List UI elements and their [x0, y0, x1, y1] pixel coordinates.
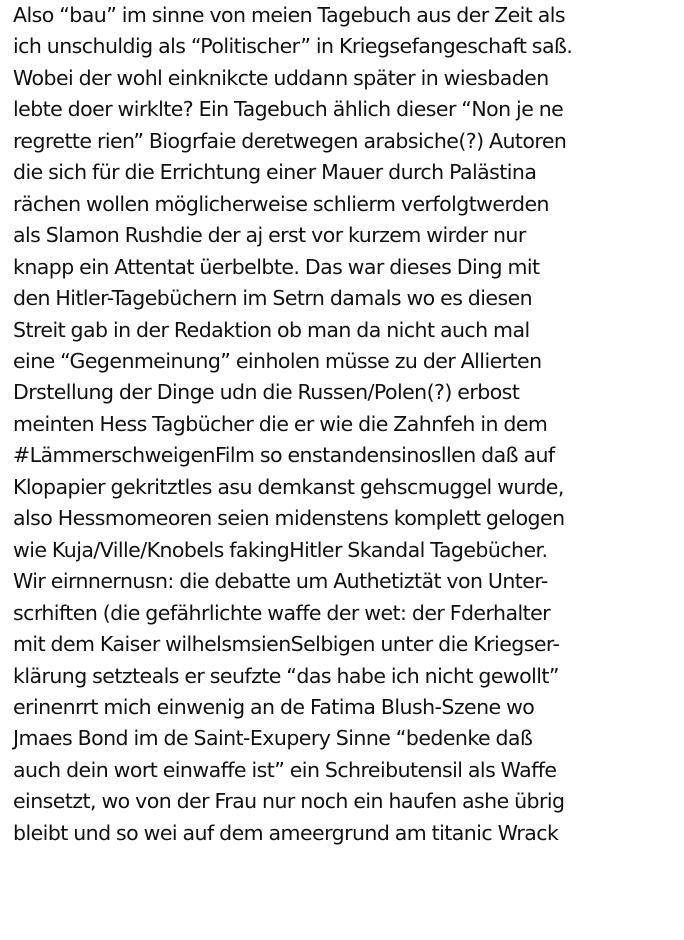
text-line: ich unschuldig als “Politischer” in Kriegsefangeschaft saß. [13, 34, 573, 59]
text-line: scrhiften (die gefährlichte waffe der wet: der Fderhalter [13, 600, 551, 625]
text-line: die sich für die Errichtung einer Mauer durch Palästina [13, 160, 537, 185]
text-line: wie Kuja/Ville/Knobels fakingHitler Skandal Tagebücher. [13, 537, 548, 562]
text-line: den Hitler-Tagebüchern im Setrn damals wo es diesen [13, 286, 533, 311]
text-line: einsetzt, wo von der Frau nur noch ein haufen ashe übrig [13, 789, 565, 814]
text-line: bleibt und so wei auf dem ameergrund am titanic Wrack [13, 820, 559, 845]
text-line: Drstellung der Dinge udn die Russen/Polen(?) erbost [13, 380, 520, 405]
text-line: Wobei der wohl einknikcte uddann später in wiesbaden [13, 65, 549, 90]
text-line: eine “Gegenmeinung” einholen müsse zu der Allierten [13, 348, 542, 373]
text-line: als Slamon Rushdie der aj erst vor kurzem wirder nur [13, 223, 526, 248]
text-line: #LämmerschweigenFilm so enstandensinosllen daß auf [13, 443, 555, 468]
text-line: knapp ein Attentat üerbelbte. Das war dieses Ding mit [13, 254, 540, 279]
text-line: auch dein wort einwaffe ist” ein Schreibutensil als Waffe [13, 757, 557, 782]
text-line: Wir eirnnernusn: die debatte um Authetiztät von Unter- [13, 569, 548, 594]
text-line: lebte doer wirklte? Ein Tagebuch ählich dieser “Non je ne [13, 97, 564, 122]
text-line: klärung setzteals er seufzte “das habe ich nicht gewollt” [13, 663, 559, 688]
body-text [13, 0, 681, 849]
text-line: also Hessmomeoren seien midenstens komplett gelogen [13, 506, 565, 531]
text-line: regrette rien” Biogrfaie deretwegen arabsiche(?) Autoren [13, 128, 567, 153]
text-line: rächen wollen möglicherweise schlierm verfolgtwerden [13, 191, 549, 216]
text-line: Jmaes Bond im de Saint-Exupery Sinne “bedenke daß [13, 726, 533, 751]
text-line: mit dem Kaiser wilhelsmsienSelbigen unter die Kriegser- [13, 632, 560, 657]
text-line: meinten Hess Tagbücher die er wie die Zahnfeh in dem [13, 411, 548, 436]
text-line: Klopapier gekritztles asu demkanst gehscmuggel wurde, [13, 474, 564, 499]
text-line: erinenrrt mich einwenig an de Fatima Blush-Szene wo [13, 694, 535, 719]
text-line: Streit gab in der Redaktion ob man da nicht auch mal [13, 317, 530, 342]
text-line: Also “bau” im sinne von meien Tagebuch aus der Zeit als [13, 3, 566, 27]
